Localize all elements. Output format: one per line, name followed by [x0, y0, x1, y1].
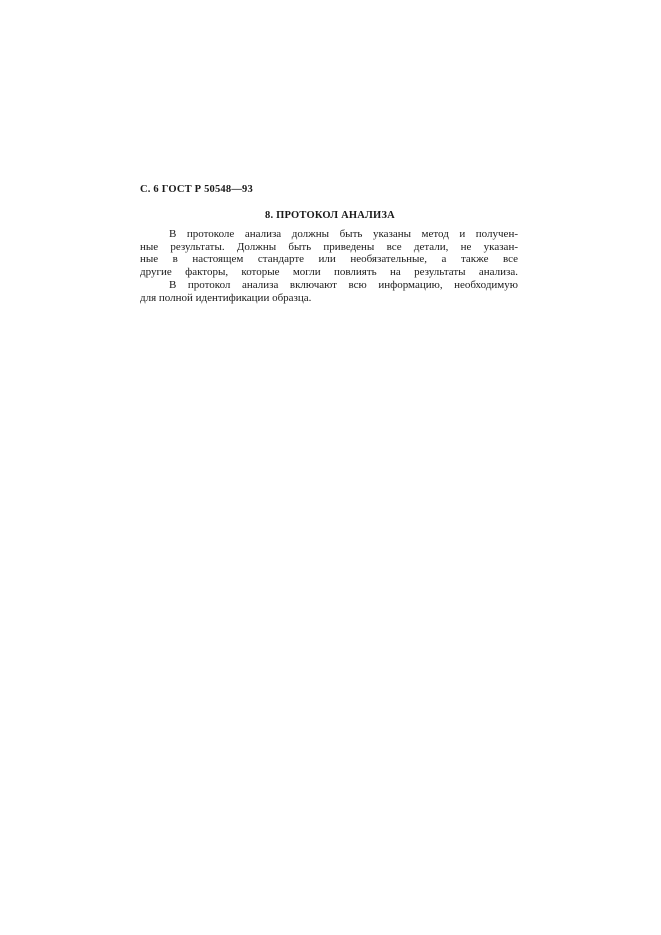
paragraph-line: ные результаты. Должны быть приведены все детали, не указан-: [140, 240, 518, 253]
paragraph-line: ные в настоящем стандарте или необязательные, а также все: [140, 253, 518, 266]
running-header: С. 6 ГОСТ Р 50548—93: [140, 184, 253, 195]
paragraph-line: В протокол анализа включают всю информацию, необходимую: [169, 278, 518, 291]
body-text: [140, 228, 518, 304]
section-title: 8. ПРОТОКОЛ АНАЛИЗА: [265, 210, 395, 221]
paragraph-line: другие факторы, которые могли повлиять на результаты анализа.: [140, 266, 518, 279]
paragraph-line: В протоколе анализа должны быть указаны метод и получен-: [169, 228, 518, 240]
paragraph-line: для полной идентификации образца.: [140, 291, 312, 304]
